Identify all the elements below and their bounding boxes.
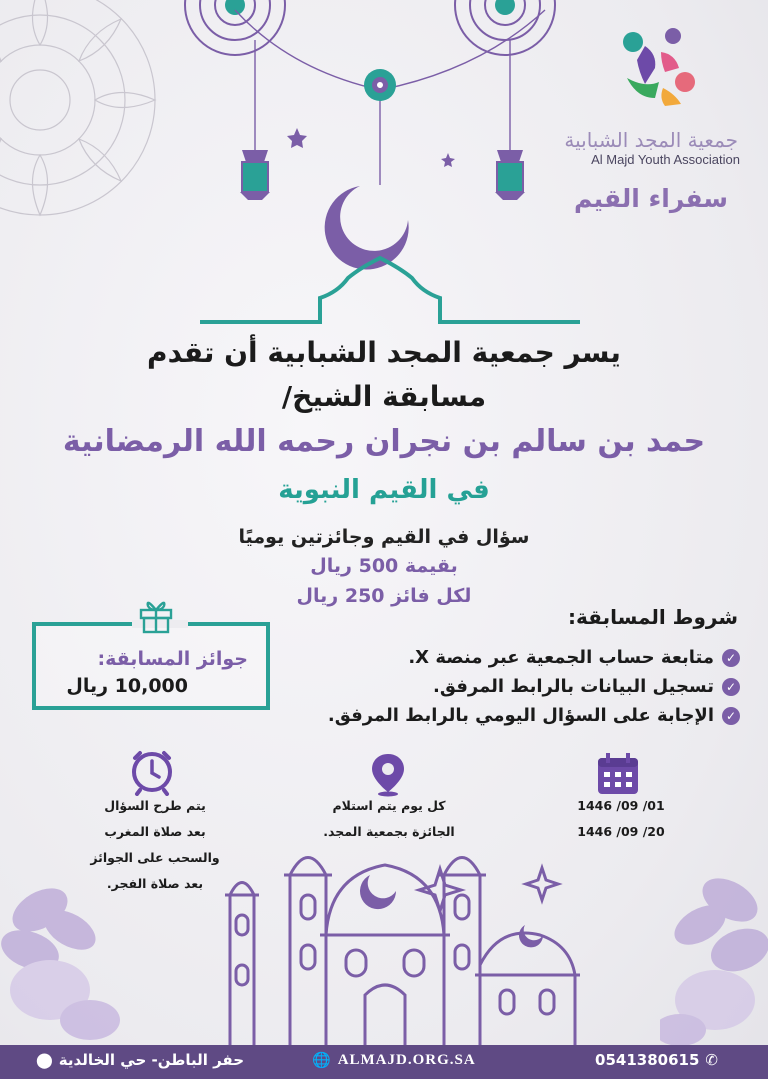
daily-question-text: سؤال في القيم وجائزتين يوميًا [238,526,530,548]
mosque-illustration [170,835,600,1045]
check-icon: ✓ [722,707,740,725]
flower-right [660,870,768,1045]
lantern-left [240,150,270,200]
footer-bar [0,1045,768,1079]
timing-line-4: بعد صلاة الفجر. [106,876,204,891]
lantern-right [495,150,525,200]
calendar-icon [594,750,642,798]
org-name-arabic: جمعية المجد الشبابية [564,128,738,152]
sheikh-name: حمد بن سالم بن نجران رحمه الله الرمضانية [62,424,706,459]
prizes-amount: 10,000 ريال [66,675,188,697]
competition-subject: في القيم النبوية [278,475,490,505]
intro-line-2: مسابقة الشيخ/ [281,380,487,413]
footer-phone[interactable]: ✆ 0541380615 [595,1051,718,1069]
timing-line-2: بعد صلاة المغرب [104,824,206,839]
timing-line-3: والسحب على الجوائز [90,850,220,865]
condition-item: ✓ الإجابة على السؤال اليومي بالرابط المرفق. [328,705,740,726]
intro-line-1: يسر جمعية المجد الشبابية أن تقدم [147,336,621,369]
timing-line-1: يتم طرح السؤال [104,798,206,813]
globe-icon: 🌐 [312,1053,332,1069]
association-logo [615,28,699,112]
program-name: سفراء القيم [574,184,728,213]
phone-icon: ✆ [705,1051,718,1069]
end-date: 1446 /09 /20 [577,824,665,839]
org-name-english: Al Majd Youth Association [591,152,740,167]
gift-icon [138,596,174,634]
condition-item: ✓ متابعة حساب الجمعية عبر منصة X. [408,647,740,668]
mandala-decoration [0,0,170,240]
conditions-title: شروط المسابقة: [568,605,738,629]
location-pin-icon: ⬤ [36,1051,53,1069]
footer-address: حفر الباطن- حي الخالدية ⬤ [36,1051,245,1069]
ramadan-decor [200,0,580,330]
location-line-2: الجائزة بجمعية المجد. [323,824,455,839]
start-date: 1446 /09 /01 [577,798,665,813]
daily-prize-value: بقيمة 500 ريال [310,555,458,577]
footer-website[interactable]: 🌐 ALMAJD.ORG.SA [312,1052,476,1069]
location-line-1: كل يوم يتم استلام [332,798,446,813]
clock-icon [128,748,176,796]
per-winner-value: لكل فائز 250 ريال [296,585,472,607]
condition-item: ✓ تسجيل البيانات بالرابط المرفق. [433,676,740,697]
prizes-title: جوائز المسابقة: [97,648,248,670]
location-pin-icon [364,750,412,798]
check-icon: ✓ [722,649,740,667]
check-icon: ✓ [722,678,740,696]
flower-left [0,870,120,1045]
